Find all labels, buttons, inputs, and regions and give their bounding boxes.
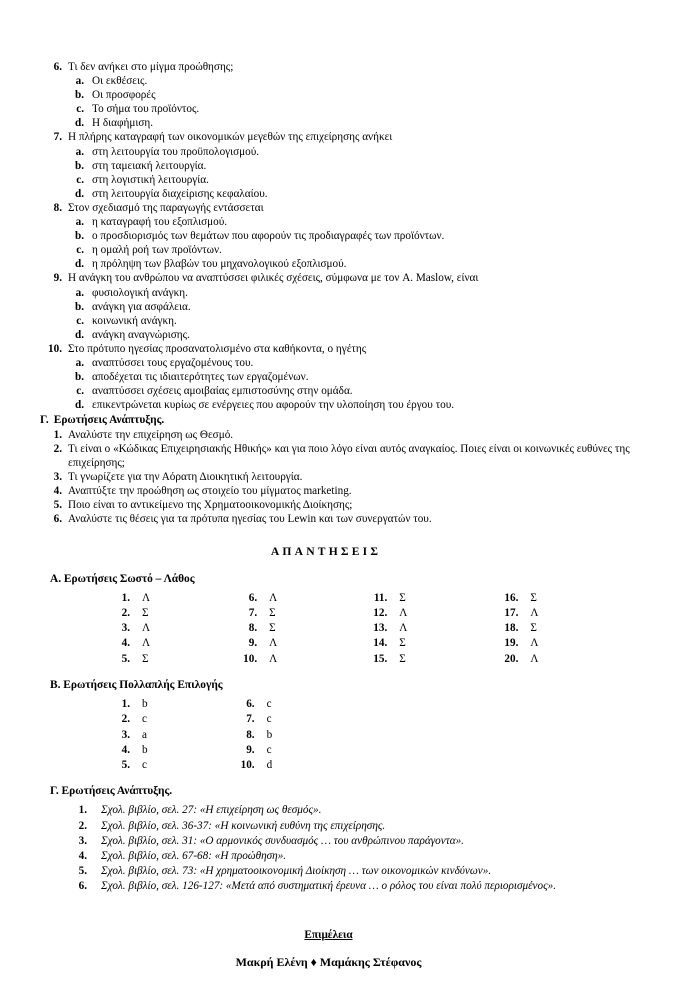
essay-question-list — [40, 428, 672, 527]
answer-row — [365, 652, 407, 667]
answer-value: Σ — [399, 637, 406, 650]
answer-value: c — [142, 713, 147, 726]
essay-question-text: Αναλύστε τις θέσεις για τα πρότυπα ηγεσίας του Lewin και των συνεργατών του. — [68, 513, 432, 526]
essay-question-item — [40, 484, 672, 498]
answer-row — [108, 652, 150, 667]
multiple-choice-question-list — [40, 60, 672, 412]
essay-question-text: Τι γνωρίζετε για την Αόρατη Διοικητική λειτουργία. — [68, 471, 303, 484]
option-item — [40, 88, 672, 102]
essay-question-text: Τι είναι ο «Κώδικας Επιχειρησιακής Ηθικής» και για ποιο λόγο είναι αυτός αναγκαίος. Ποιες είναι οι κοινωνικές ευθύνες της επιχείρησης; — [68, 442, 630, 470]
question-text: Η ανάγκη του ανθρώπου να αναπτύσσει φιλικές σχέσεις, σύμφωνα με τον A. Maslow, είναι — [68, 272, 479, 285]
essay-section-heading — [40, 413, 672, 428]
option-letter: c. — [76, 244, 84, 257]
option-letter: b. — [74, 300, 84, 313]
question-text: Στον σχεδιασμό της παραγωγής εντάσσεται — [68, 201, 264, 214]
option-letter: c. — [76, 314, 84, 327]
option-letter: c. — [76, 103, 84, 116]
question-block — [40, 271, 672, 341]
option-item — [40, 229, 672, 243]
essay-question-item — [40, 512, 672, 526]
answer-number: 5. — [121, 759, 130, 772]
answer-number: 2. — [121, 606, 130, 619]
answer-value: b — [142, 743, 148, 756]
answer-value: Λ — [142, 622, 151, 635]
answer-row — [365, 636, 407, 651]
essay-answer-number: 6. — [78, 880, 87, 893]
answer-row — [108, 728, 148, 743]
answer-row — [235, 636, 277, 651]
essay-answer-number: 2. — [78, 819, 87, 832]
option-text: επικεντρώνεται κυρίως σε ενέργειες που αφορούν την υλοποίηση του έργου του. — [92, 399, 455, 412]
option-text: Το σήμα του προϊόντος. — [92, 103, 200, 116]
answer-number: 13. — [373, 622, 388, 635]
option-letter: a. — [75, 75, 84, 88]
option-letter: b. — [74, 371, 84, 384]
option-letter: c. — [76, 385, 84, 398]
option-text: αναπτύσσει τους εργαζομένους του. — [92, 356, 254, 369]
question-number: 8. — [53, 201, 62, 214]
answer-number: 10. — [240, 759, 255, 772]
answer-value: d — [266, 759, 273, 772]
option-letter: d. — [74, 117, 84, 130]
option-list — [40, 215, 672, 271]
answer-number: 9. — [248, 637, 258, 650]
essay-answers-list — [40, 803, 672, 894]
answer-number: 3. — [121, 728, 130, 741]
answer-value: Σ — [399, 591, 406, 604]
essay-section-letter: Γ. — [40, 414, 49, 427]
question-line — [40, 130, 672, 144]
essay-answer-number: 1. — [78, 804, 87, 817]
option-text: ο προσδιορισμός των θεμάτων που αφορούν τις προδιαγραφές των προϊόντων. — [92, 230, 445, 243]
question-line — [40, 342, 672, 356]
essay-answer-number: 4. — [78, 850, 87, 863]
option-text: ανάγκη για ασφάλεια. — [92, 300, 191, 313]
section-spacer — [40, 773, 672, 781]
option-text: Οι εκθέσεις. — [92, 75, 148, 88]
answer-row — [365, 591, 407, 606]
answer-row — [233, 712, 273, 727]
answer-row — [235, 591, 277, 606]
answer-value: Σ — [530, 591, 537, 604]
answer-number: 3. — [121, 622, 130, 635]
option-item — [40, 328, 672, 342]
option-item — [40, 187, 672, 201]
essay-question-item — [40, 428, 672, 442]
question-block — [40, 201, 672, 271]
answer-row — [233, 758, 273, 773]
essay-question-text: Αναλύστε την επιχείρηση ως Θεσμό. — [68, 428, 234, 441]
answer-row — [108, 758, 148, 773]
answer-row — [233, 697, 273, 712]
footer — [40, 925, 672, 970]
answer-number: 5. — [121, 652, 130, 665]
answer-value: b — [266, 728, 273, 741]
section-spacer — [40, 667, 672, 675]
option-list — [40, 356, 672, 412]
essay-answer-text: Σχολ. βιβλίο, σελ. 67-68: «Η προώθηση». — [101, 850, 287, 863]
question-number: 10. — [48, 342, 62, 355]
answer-row — [108, 621, 150, 636]
question-text: Η πλήρης καταγραφή των οικονομικών μεγεθών της επιχείρησης ανήκει — [68, 131, 393, 144]
answer-number: 1. — [121, 591, 130, 604]
essay-answer-text: Σχολ. βιβλίο, σελ. 73: «Η χρηματοοικονομική Διοίκηση … των οικονομικών κινδύνων». — [101, 865, 492, 878]
question-line — [40, 201, 672, 215]
answer-value: Λ — [269, 652, 278, 665]
multiple-choice-answers-block — [40, 678, 672, 773]
essay-answer-text: Σχολ. βιβλίο, σελ. 36-37: «Η κοινωνική ευθύνη της επιχείρησης. — [101, 819, 386, 832]
answer-value: Σ — [269, 606, 276, 619]
answer-value: c — [266, 713, 272, 726]
answers-column — [108, 697, 148, 773]
answer-number: 20. — [504, 652, 519, 665]
option-letter: b. — [74, 89, 84, 102]
answer-number: 18. — [504, 622, 519, 635]
option-item — [40, 286, 672, 300]
answer-number: 4. — [121, 743, 130, 756]
option-item — [40, 314, 672, 328]
option-text: ανάγκη αναγνώρισης. — [92, 328, 190, 341]
option-text: στη λειτουργία διαχείρισης κεφαλαίου. — [92, 187, 268, 200]
answer-row — [108, 606, 150, 621]
answers-column — [496, 591, 538, 667]
option-letter: a. — [75, 216, 84, 229]
answer-number: 6. — [246, 697, 255, 710]
essay-question-number: 6. — [53, 513, 62, 526]
answer-value: Λ — [142, 591, 151, 604]
answer-value: c — [142, 759, 147, 772]
answer-number: 6. — [248, 591, 258, 604]
option-letter: d. — [74, 258, 84, 271]
option-list — [40, 286, 672, 342]
question-number: 9. — [53, 272, 62, 285]
footer-names: Μακρή Ελένη ♦ Μαμάκης Στέφανος — [235, 954, 422, 969]
question-block — [40, 342, 672, 412]
essay-answers-heading: Γ. Ερωτήσεις Ανάπτυξης. — [50, 785, 173, 798]
answers-column — [233, 697, 273, 773]
answer-row — [496, 636, 538, 651]
question-number: 7. — [53, 131, 62, 144]
option-letter: a. — [75, 145, 84, 158]
answer-number: 10. — [243, 652, 258, 665]
option-list — [40, 145, 672, 201]
essay-answer-number: 3. — [78, 834, 87, 847]
option-text: Η διαφήμιση. — [92, 117, 154, 130]
answer-row — [233, 728, 273, 743]
option-letter: d. — [74, 399, 84, 412]
answer-value: Σ — [142, 652, 149, 665]
essay-answer-text: Σχολ. βιβλίο, σελ. 27: «Η επιχείρηση ως θεσμός». — [101, 804, 322, 817]
option-text: αποδέχεται τις ιδιαιτερότητες των εργαζομένων. — [92, 371, 309, 384]
option-item — [40, 215, 672, 229]
answer-value: Λ — [142, 637, 151, 650]
question-text: Τι δεν ανήκει στο μίγμα προώθησης; — [68, 61, 234, 73]
true-false-answers-heading: Α. Ερωτήσεις Σωστό – Λάθος — [50, 572, 195, 585]
answer-number: 7. — [248, 606, 258, 619]
option-text: φυσιολογική ανάγκη. — [92, 286, 188, 299]
essay-question-item — [40, 498, 672, 512]
essay-question-number: 4. — [53, 485, 62, 498]
answer-number: 14. — [373, 637, 388, 650]
option-item — [40, 243, 672, 257]
answer-value: Λ — [399, 606, 408, 619]
answer-row — [233, 743, 273, 758]
answer-value: b — [142, 697, 148, 710]
question-block — [40, 60, 672, 130]
answer-value: Λ — [530, 606, 539, 619]
option-item — [40, 257, 672, 271]
answer-row — [365, 621, 407, 636]
answer-number: 15. — [373, 652, 388, 665]
option-text: αναπτύσσει σχέσεις αμοιβαίας εμπιστοσύνης στην ομάδα. — [92, 385, 353, 398]
option-item — [40, 356, 672, 370]
answer-row — [365, 606, 407, 621]
option-item — [40, 173, 672, 187]
answer-row — [108, 743, 148, 758]
answer-row — [496, 606, 538, 621]
question-line — [40, 60, 672, 74]
answer-row — [496, 621, 538, 636]
multiple-choice-answers-grid — [40, 697, 672, 773]
option-item — [40, 145, 672, 159]
answer-number: 19. — [504, 637, 519, 650]
option-item — [40, 300, 672, 314]
essay-answer-item — [40, 803, 672, 818]
answer-row — [235, 652, 277, 667]
essay-answer-item — [40, 819, 672, 834]
answer-row — [108, 697, 148, 712]
answer-value: c — [266, 697, 272, 710]
option-letter: a. — [75, 286, 84, 299]
option-item — [40, 384, 672, 398]
answer-value: Σ — [142, 606, 149, 619]
option-text: στη λειτουργία του προϋπολογισμού. — [92, 145, 260, 158]
option-text: η πρόληψη των βλαβών του μηχανολογικού εξοπλισμού. — [92, 258, 347, 271]
question-text: Στο πρότυπο ηγεσίας προσανατολισμένο στα καθήκοντα, ο ηγέτης — [68, 342, 367, 355]
answer-row — [108, 591, 150, 606]
answer-number: 8. — [246, 728, 255, 741]
option-text: στη λογιστική λειτουργία. — [92, 173, 209, 186]
option-text: η ομαλή ροή των προϊόντων. — [92, 244, 222, 257]
option-letter: b. — [74, 230, 84, 243]
answer-row — [108, 712, 148, 727]
essay-answer-text: Σχολ. βιβλίο, σελ. 31: «Ο αρμονικός συνδυασμός … του ανθρώπινου παράγοντα». — [101, 834, 464, 847]
essay-question-item — [40, 442, 672, 470]
essay-question-item — [40, 470, 672, 484]
answer-value: Σ — [399, 652, 406, 665]
answer-value: Σ — [269, 622, 276, 635]
option-text: κοινωνική ανάγκη. — [92, 314, 177, 327]
answer-number: 7. — [246, 713, 255, 726]
question-line — [40, 271, 672, 285]
option-item — [40, 370, 672, 384]
answer-number: 12. — [373, 606, 388, 619]
answer-value: Λ — [269, 591, 278, 604]
essay-question-text: Αναπτύξτε την προώθηση ως στοιχείο του μίγματος marketing. — [68, 485, 352, 498]
answer-number: 16. — [504, 591, 519, 604]
option-letter: a. — [75, 356, 84, 369]
answer-number: 17. — [504, 606, 519, 619]
option-letter: b. — [74, 159, 84, 172]
answer-number: 11. — [373, 591, 388, 604]
true-false-answers-grid — [40, 591, 672, 667]
question-number: 6. — [53, 61, 62, 73]
answer-value: Λ — [269, 637, 278, 650]
answer-number: 4. — [121, 637, 130, 650]
option-item — [40, 116, 672, 130]
essay-answer-text: Σχολ. βιβλίο, σελ. 126-127: «Μετά από συστηματική έρευνα … ο ρόλος του είναι πολύ περιορισμένος». — [101, 880, 557, 893]
answer-number: 8. — [248, 622, 258, 635]
answers-banner: ΑΠΑΝΤΗΣΕΙΣ — [270, 544, 382, 558]
essay-question-text: Ποιο είναι το αντικείμενο της Χρηματοοικονομικής Διοίκησης; — [68, 499, 353, 512]
essay-question-number: 5. — [53, 499, 62, 512]
essay-question-number: 3. — [53, 471, 62, 484]
true-false-answers-block — [40, 572, 672, 667]
answer-value: Σ — [530, 622, 537, 635]
option-item — [40, 159, 672, 173]
answers-column — [108, 591, 150, 667]
option-text: στη ταμειακή λειτουργία. — [92, 159, 207, 172]
option-letter: d. — [74, 187, 84, 200]
essay-question-number: 2. — [53, 442, 62, 455]
answer-row — [496, 591, 538, 606]
footer-title-line — [40, 925, 617, 955]
answer-row — [235, 621, 277, 636]
essay-answer-item — [40, 834, 672, 849]
option-list — [40, 74, 672, 130]
option-letter: d. — [74, 328, 84, 341]
multiple-choice-answers-heading: Β. Ερωτήσεις Πολλαπλής Επιλογής — [50, 678, 223, 691]
answer-value: a — [142, 728, 147, 741]
option-text: Οι προσφορές — [92, 89, 156, 102]
option-item — [40, 74, 672, 88]
option-item — [40, 102, 672, 116]
answer-row — [496, 652, 538, 667]
answers-column — [365, 591, 407, 667]
answer-row — [235, 606, 277, 621]
answer-row — [108, 636, 150, 651]
essay-answer-number: 5. — [78, 865, 87, 878]
answer-number: 2. — [121, 713, 130, 726]
question-block — [40, 130, 672, 200]
essay-section-title: Ερωτήσεις Ανάπτυξης. — [53, 414, 165, 427]
essay-answer-item — [40, 879, 672, 894]
answer-value: Λ — [530, 652, 539, 665]
answer-value: c — [266, 743, 272, 756]
essay-answers-block — [40, 784, 672, 894]
essay-question-number: 1. — [53, 428, 62, 441]
option-letter: c. — [76, 173, 84, 186]
answers-column — [235, 591, 277, 667]
essay-answer-item — [40, 864, 672, 879]
option-item — [40, 398, 672, 412]
option-text: η καταγραφή του εξοπλισμού. — [92, 216, 228, 229]
essay-answer-item — [40, 849, 672, 864]
answer-value: Λ — [399, 622, 408, 635]
footer-title: Επιμέλεια — [304, 928, 353, 941]
answer-number: 9. — [246, 743, 255, 756]
answer-value: Λ — [530, 637, 539, 650]
answer-number: 1. — [121, 697, 130, 710]
